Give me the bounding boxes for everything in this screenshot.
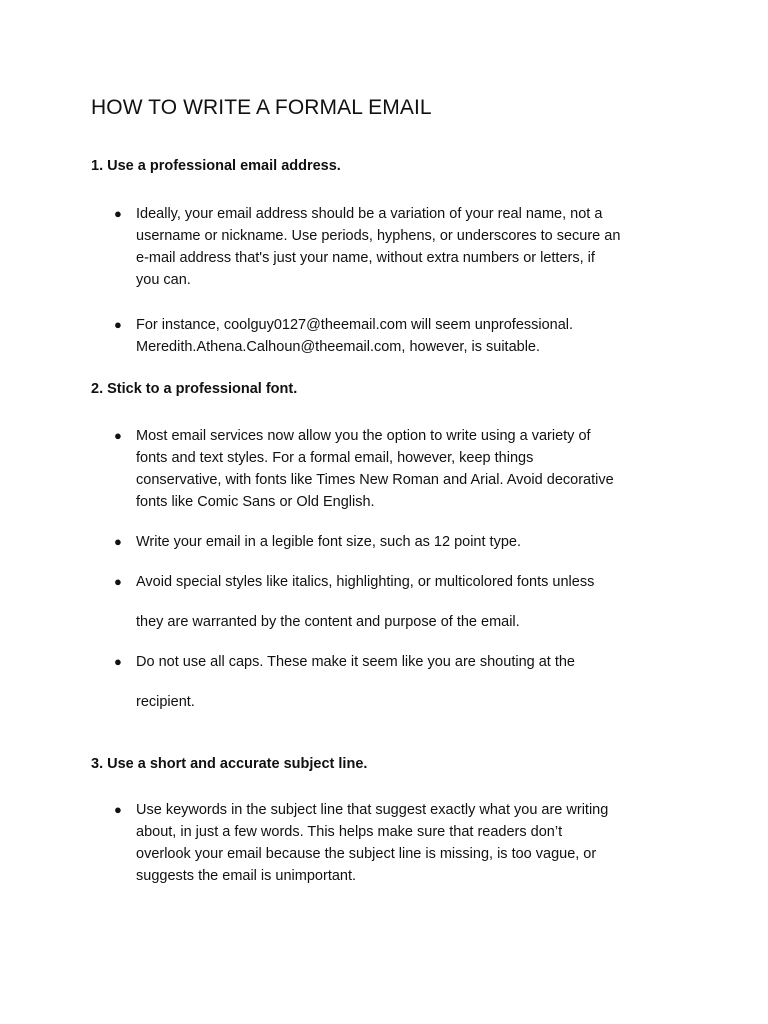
paragraph-line: Use keywords in the subject line that suggest exactly what you are writing	[136, 802, 609, 818]
paragraph-line: about, in just a few words. This helps make sure that readers don’t	[136, 824, 563, 840]
section-heading-1: 1. Use a professional email address.	[91, 158, 341, 174]
bullet-paragraph	[136, 314, 696, 358]
paragraph-line: For instance, coolguy0127@theemail.com will seem unprofessional.	[136, 317, 574, 333]
paragraph-line: conservative, with fonts like Times New Roman and Arial. Avoid decorative	[136, 472, 614, 488]
bullet-icon: ●	[114, 317, 122, 332]
section-heading-3: 3. Use a short and accurate subject line.	[91, 756, 368, 772]
paragraph-line: suggests the email is unimportant.	[136, 868, 357, 884]
bullet-paragraph	[136, 531, 696, 553]
paragraph-line: they are warranted by the content and purpose of the email.	[136, 614, 520, 630]
bullet-icon: ●	[114, 534, 122, 549]
bullet-paragraph	[136, 562, 696, 642]
paragraph-line: Most email services now allow you the option to write using a variety of	[136, 428, 591, 444]
bullet-paragraph	[136, 425, 696, 513]
paragraph-line: Do not use all caps. These make it seem like you are shouting at the	[136, 654, 576, 670]
paragraph-line: Write your email in a legible font size, such as 12 point type.	[136, 534, 521, 550]
paragraph-line: Ideally, your email address should be a variation of your real name, not a	[136, 206, 603, 222]
document-title: HOW TO WRITE A FORMAL EMAIL	[91, 96, 432, 119]
bullet-icon: ●	[114, 206, 122, 221]
paragraph-line: overlook your email because the subject line is missing, is too vague, or	[136, 846, 597, 862]
paragraph-line: Avoid special styles like italics, highlighting, or multicolored fonts unless	[136, 574, 595, 590]
bullet-icon: ●	[114, 654, 122, 669]
paragraph-line: Meredith.Athena.Calhoun@theemail.com, however, is suitable.	[136, 339, 541, 355]
bullet-paragraph	[136, 203, 696, 291]
bullet-icon: ●	[114, 574, 122, 589]
paragraph-line: e-mail address that's just your name, without extra numbers or letters, if	[136, 250, 595, 266]
paragraph-line: fonts like Comic Sans or Old English.	[136, 494, 375, 510]
paragraph-line: recipient.	[136, 694, 195, 710]
bullet-paragraph	[136, 642, 696, 722]
paragraph-line: you can.	[136, 272, 191, 288]
section-heading-2: 2. Stick to a professional font.	[91, 381, 298, 397]
bullet-icon: ●	[114, 802, 122, 817]
bullet-icon: ●	[114, 428, 122, 443]
bullet-paragraph	[136, 799, 696, 887]
paragraph-line: fonts and text styles. For a formal email, however, keep things	[136, 450, 534, 466]
paragraph-line: username or nickname. Use periods, hyphens, or underscores to secure an	[136, 228, 621, 244]
